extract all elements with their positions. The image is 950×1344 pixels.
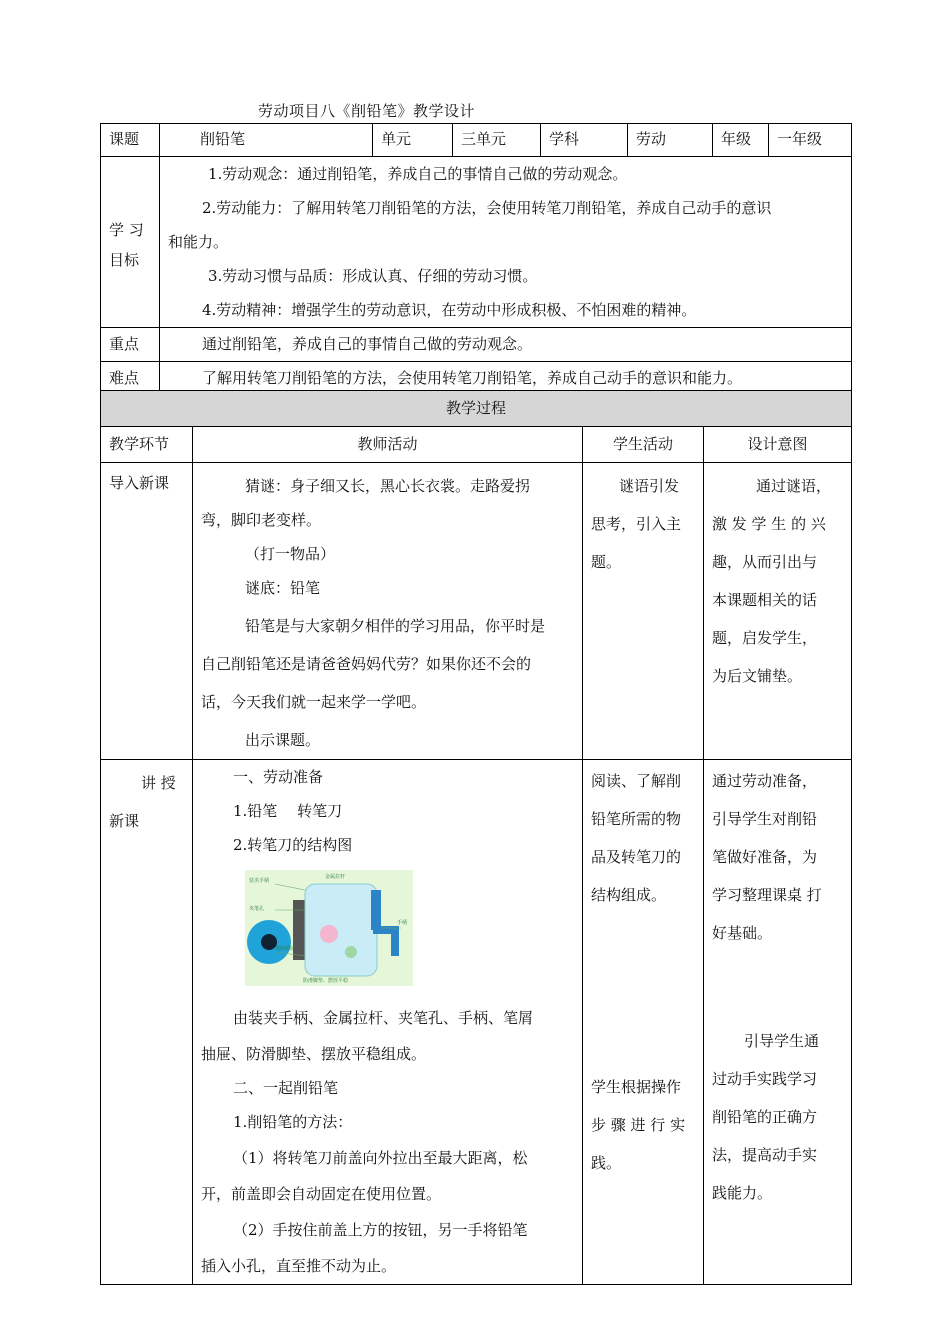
goals-label: 学 习 目标 [101,157,160,328]
diagram-label: 夹笔孔 [249,906,265,912]
difficulty-text: 了解用转笔刀削铅笔的方法，会使用转笔刀削铅笔，养成自己动手的意识和能力。 [160,362,852,397]
sharpener-illustration [245,870,413,986]
goal-item: 和能力。 [168,233,229,251]
goal-item: 1.劳动观念：通过削铅笔，养成自己的事情自己做的劳动观念。 [208,165,628,183]
goal-item: 4.劳动精神：增强学生的劳动意识，在劳动中形成积极、不怕困难的精神。 [202,301,697,319]
grade-value: 一年级 [769,124,852,157]
process-table [100,390,852,1285]
intro-intent: 通过谜语， 激 发 学 生 的 兴 趣，从而引出与 本课题相关的话 题，启发学生， 为后文铺垫。 [704,463,852,760]
document-title: 劳动项目八《削铅笔》教学设计 [258,102,476,120]
info-table [100,123,852,397]
lesson-stage: 讲 授 新课 [101,760,193,1285]
col-stage: 教学环节 [101,427,193,463]
diagram-label: 装夹手柄 [249,878,270,884]
process-heading: 教学过程 [101,391,852,427]
sharpener-diagram [245,870,413,986]
lesson-intent: 通过劳动准备， 引导学生对削铅 笔做好准备，为 学习整理课桌 打 好基础。 引导学生通 过动手实践学习 削铅笔的正确方 法，提高动手实 践能力。 [704,760,852,1285]
subject-value: 劳动 [628,124,713,157]
intro-teacher: 猜谜：身子细又长，黑心长衣裳。走路爱拐 弯，脚印老变样。 （打一物品） 谜底：铅笔 铅笔是与大家朝夕相伴的学习用品，你平时是 自己削铅笔还是请爸爸妈妈代劳？如果你还不会的 话，今天我们就一起来学一学吧。 出示课题。 [193,463,583,760]
topic-value: 削铅笔 [160,124,373,157]
col-intent: 设计意图 [704,427,852,463]
intro-stage: 导入新课 [101,463,193,760]
subject-label: 学科 [541,124,628,157]
diagram-label: 手柄 [397,920,408,926]
unit-value: 三单元 [453,124,541,157]
goals-content [160,157,852,328]
topic-label: 课题 [101,124,160,157]
goal-item: 2.劳动能力：了解用转笔刀削铅笔的方法，会使用转笔刀削铅笔，养成自己动手的意识 [202,199,772,217]
col-teacher: 教师活动 [193,427,583,463]
diagram-label: 笔屑抽屉 [275,946,296,952]
diagram-label: 金属拉杆 [325,874,346,880]
grade-label: 年级 [713,124,769,157]
col-student: 学生活动 [583,427,704,463]
key-point-text: 通过削铅笔，养成自己的事情自己做的劳动观念。 [160,328,852,362]
key-point-label: 重点 [101,328,160,362]
diagram-label: 防滑脚垫、摆放平稳 [303,978,349,984]
difficulty-label: 难点 [101,362,160,397]
intro-student: 谜语引发 思考，引入主 题。 [583,463,704,760]
lesson-teacher: 一、劳动准备 1.铅笔 转笔刀 2.转笔刀的结构图 装夹手柄 金属拉杆 夹笔孔 手柄 笔屑抽屉 防滑脚垫、摆放平稳 由装夹手柄、金属拉杆、夹笔孔、手柄、笔屑 抽屉、防滑脚垫、摆放平稳组成。 二、一起削铅笔 1.削铅笔的方法： （1）将转笔刀前盖向外拉出至最大距离，松 开，前盖即会自动固定在使用位置。 （2）手按住前盖上方的按钮，另一手将铅笔 插入小孔，直至推不动为止。 [193,760,583,1285]
goal-item: 3.劳动习惯与品质：形成认真、仔细的劳动习惯。 [208,267,538,285]
unit-label: 单元 [373,124,453,157]
lesson-student: 阅读、了解削 铅笔所需的物 品及转笔刀的 结构组成。 学生根据操作 步 骤 进 行 实 践。 [583,760,704,1285]
